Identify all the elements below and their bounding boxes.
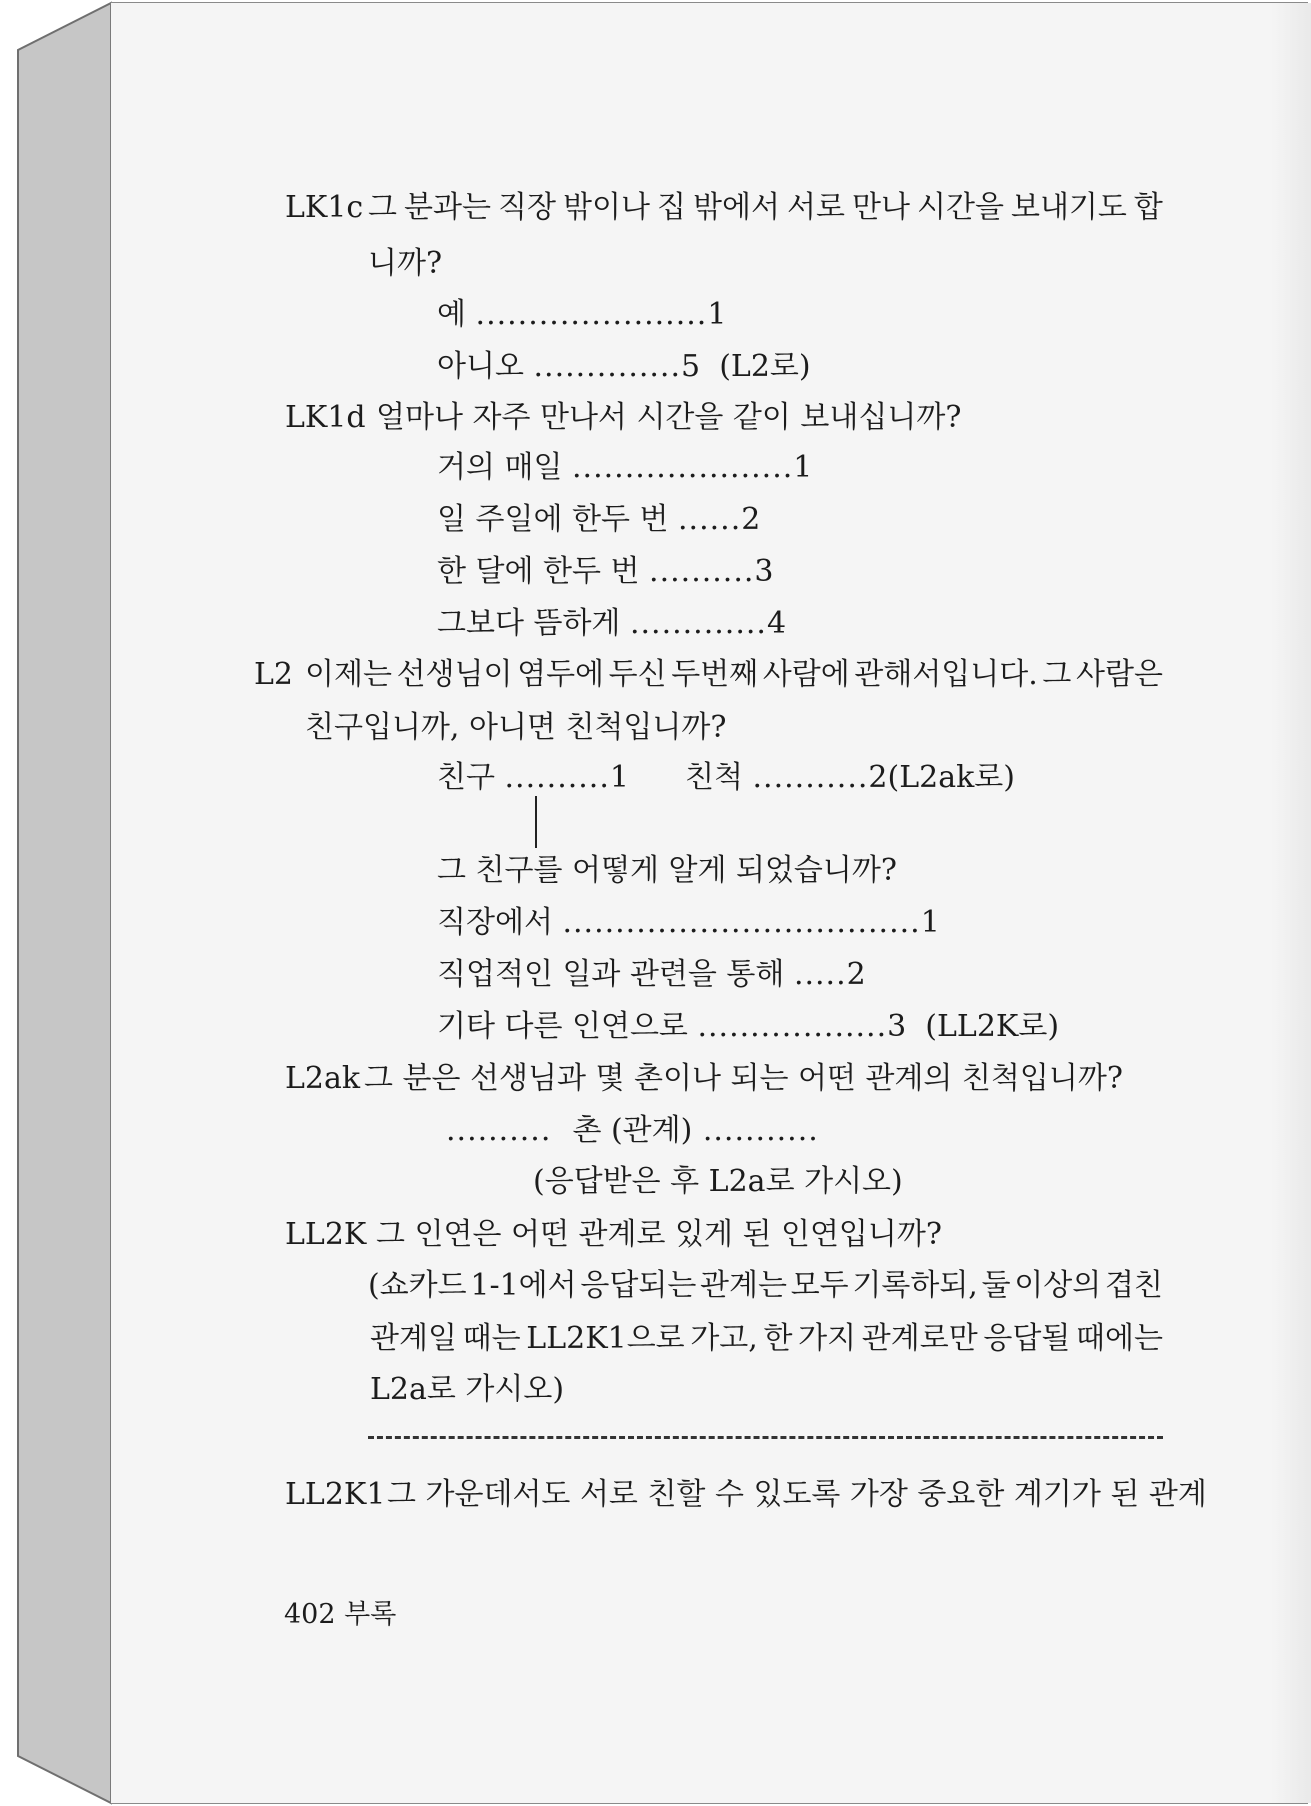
word: 합	[1133, 190, 1163, 225]
leader-dots: .....................	[572, 450, 794, 485]
option-code: 1	[920, 905, 940, 940]
word: 보내기도	[1010, 190, 1127, 225]
separator-dashed-line	[368, 1436, 1163, 1439]
page-footer	[284, 1601, 396, 1628]
ll2k-question: 그 인연은 어떤 관계로 있게 된 인연입니까?	[376, 1217, 942, 1252]
word: 그	[1042, 657, 1072, 692]
word: 두신	[608, 657, 667, 692]
leader-dots: ......................	[475, 297, 708, 332]
l2-question-line1	[305, 657, 1163, 692]
ll2k-note-line1	[368, 1268, 1163, 1303]
l2-option-friend	[437, 760, 629, 795]
word: 한	[763, 1321, 793, 1356]
word: 둘	[981, 1268, 1011, 1303]
leader-dots: ......	[678, 502, 742, 537]
option-label: 직업적인 일과 관련을 통해	[437, 957, 785, 992]
page-number: 402	[284, 1599, 336, 1630]
option-code: 1	[707, 297, 727, 332]
word: (쇼카드	[368, 1268, 467, 1303]
option-label: 일 주일에 한두 번	[437, 502, 669, 537]
word: 이상의	[1014, 1268, 1102, 1303]
word: 때는	[462, 1321, 521, 1356]
option-code: 3	[887, 1009, 907, 1044]
option-label: 거의 매일	[437, 450, 563, 485]
word: 관계일	[370, 1321, 457, 1356]
leader-dots: ...........	[752, 760, 869, 795]
word: 가지	[798, 1321, 857, 1356]
section-name: 부록	[344, 1599, 397, 1630]
word: 모두	[790, 1268, 849, 1303]
lk1c-question-line1	[368, 190, 1163, 225]
l2ak-instruction: (응답받은 후 L2a로 가시오)	[533, 1164, 903, 1199]
word: 가고,	[690, 1321, 758, 1356]
option-label: 예	[437, 297, 466, 332]
l2ak-question: 그 분은 선생님과 몇 촌이나 되는 어떤 관계의 친척입니까?	[364, 1061, 1123, 1096]
word: 관계는	[700, 1268, 787, 1303]
l2-followup-option-3	[437, 1009, 1060, 1044]
word: 사람에	[762, 657, 850, 692]
lk1c-label: LK1c	[285, 190, 364, 225]
option-code: 3	[754, 554, 774, 589]
option-code: 5	[681, 349, 701, 384]
l2ak-label: L2ak	[285, 1061, 361, 1096]
word: 때에는	[1076, 1321, 1163, 1356]
word: 겹친	[1104, 1268, 1163, 1303]
option-code: 4	[766, 606, 787, 641]
lk1c-question-line2: 니까?	[368, 246, 443, 281]
leader-dots: ...........	[692, 1113, 819, 1148]
word: 분과는	[404, 190, 491, 225]
word: 그	[368, 190, 397, 225]
lk1d-option-1	[437, 450, 813, 485]
word: 두번째	[671, 657, 759, 692]
lk1d-option-3	[437, 554, 774, 589]
page	[111, 3, 1311, 1803]
word: 사람은	[1075, 657, 1163, 692]
l2-label: L2	[254, 657, 294, 692]
option-code: 1	[793, 450, 813, 485]
ll2k-note-line2	[370, 1321, 1163, 1356]
l2-option-relative	[685, 760, 1015, 795]
lk1c-option-no	[437, 349, 811, 384]
branch-connector-line	[535, 796, 537, 848]
word: 관계로만	[861, 1321, 978, 1356]
lk1d-question: 얼마나 자주 만나서 시간을 같이 보내십니까?	[376, 400, 962, 435]
option-note: (L2로)	[719, 349, 811, 384]
word: 선생님이	[396, 657, 513, 692]
option-code: 2(L2ak로)	[868, 760, 1015, 795]
leader-dots: .....	[793, 957, 847, 992]
word: 1-1에서	[470, 1268, 577, 1303]
lk1d-option-4	[437, 606, 787, 641]
word: 염두에	[517, 657, 605, 692]
ll2k1-question: 그 가운데서도 서로 친할 수 있도록 가장 중요한 계기가 된 관계	[387, 1477, 1207, 1512]
option-label: 아니오	[437, 349, 524, 384]
word: 밖이나	[563, 190, 650, 225]
ll2k-label: LL2K	[285, 1217, 367, 1252]
leader-dots: ..........	[446, 1113, 573, 1148]
blank-label: 촌 (관계)	[572, 1113, 693, 1148]
option-code: 2	[741, 502, 761, 537]
option-label: 직장에서	[437, 905, 553, 940]
option-code: 1	[609, 760, 629, 795]
word: 기록하되,	[852, 1268, 978, 1303]
option-note: (LL2K로)	[925, 1009, 1060, 1044]
lk1d-label: LK1d	[285, 400, 366, 435]
leader-dots: ..................................	[562, 905, 921, 940]
l2-question-line2: 친구입니까, 아니면 친척입니까?	[305, 710, 727, 745]
word: 응답되는	[580, 1268, 697, 1303]
l2-followup-question: 그 친구를 어떻게 알게 되었습니까?	[437, 853, 897, 888]
leader-dots: ..........	[649, 554, 755, 589]
l2-followup-option-2	[437, 957, 866, 992]
option-label: 친척	[685, 760, 743, 795]
word: 이제는	[305, 657, 392, 692]
word: 시간을	[916, 190, 1004, 225]
word: 밖에서	[693, 190, 780, 225]
leader-dots: ..................	[697, 1009, 888, 1044]
word: 만나	[851, 190, 910, 225]
ll2k-note-line3: L2a로 가시오)	[370, 1372, 565, 1407]
option-label: 기타 다른 인연으로	[437, 1009, 688, 1044]
word: 서로	[786, 190, 845, 225]
option-label: 친구	[437, 760, 495, 795]
word: 직장	[498, 190, 556, 225]
leader-dots: .............	[629, 606, 767, 641]
l2ak-answer-blank	[446, 1113, 819, 1148]
word: LL2K1으로	[526, 1321, 685, 1356]
ll2k1-label: LL2K1	[285, 1477, 386, 1512]
word: 집	[656, 190, 686, 225]
option-label: 한 달에 한두 번	[437, 554, 640, 589]
lk1d-option-2	[437, 502, 761, 537]
lk1c-option-yes	[437, 297, 727, 332]
option-label: 그보다 뜸하게	[437, 606, 621, 641]
word: 관해서입니다.	[854, 657, 1038, 692]
page-edge-shading	[1271, 3, 1311, 1803]
l2-followup-option-1	[437, 905, 940, 940]
leader-dots: ..............	[533, 349, 682, 384]
option-code: 2	[846, 957, 866, 992]
word: 응답될	[983, 1321, 1071, 1356]
leader-dots: ..........	[504, 760, 610, 795]
